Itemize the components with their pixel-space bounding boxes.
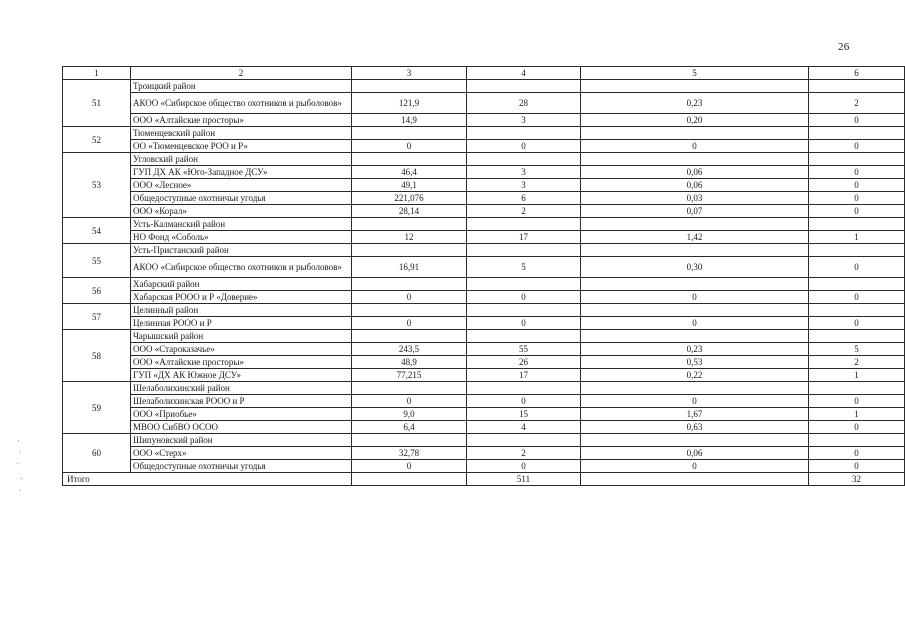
value-c6: 0 — [809, 166, 905, 179]
value-c5 — [581, 127, 809, 140]
column-number: 1 — [63, 67, 131, 80]
value-c5: 0 — [581, 460, 809, 473]
district-row — [63, 218, 905, 231]
value-c5: 0,06 — [581, 447, 809, 460]
value-c6 — [809, 218, 905, 231]
value-c6: 0 — [809, 192, 905, 205]
value-c6: 0 — [809, 395, 905, 408]
value-c6 — [809, 382, 905, 395]
organization-name: ООО «Алтайские просторы» — [131, 114, 352, 127]
district-row — [63, 278, 905, 291]
organization-name: ООО «Корал» — [131, 205, 352, 218]
value-c3 — [352, 278, 467, 291]
value-c3 — [352, 127, 467, 140]
district-number: 58 — [63, 330, 131, 382]
value-c5 — [581, 218, 809, 231]
value-c4: 17 — [467, 369, 581, 382]
organization-name: ООО «Лесное» — [131, 179, 352, 192]
organization-row — [63, 447, 905, 460]
district-number: 57 — [63, 304, 131, 330]
value-c4: 3 — [467, 166, 581, 179]
value-c4: 2 — [467, 205, 581, 218]
value-c3: 49,1 — [352, 179, 467, 192]
value-c3: 121,9 — [352, 93, 467, 114]
organization-row — [63, 356, 905, 369]
value-c4: 2 — [467, 447, 581, 460]
organization-name: АКОО «Сибирское общество охотников и рыболовов» — [131, 257, 352, 278]
value-c6: 0 — [809, 460, 905, 473]
value-c3 — [352, 304, 467, 317]
value-c4: 0 — [467, 291, 581, 304]
district-row — [63, 153, 905, 166]
value-c5: 0 — [581, 317, 809, 330]
value-c3 — [352, 434, 467, 447]
organization-row — [63, 179, 905, 192]
value-c3: 0 — [352, 395, 467, 408]
district-number: 59 — [63, 382, 131, 434]
organization-name: Хабарская РООО и Р «Доверие» — [131, 291, 352, 304]
organization-name: ООО «Алтайские просторы» — [131, 356, 352, 369]
value-c4: 0 — [467, 140, 581, 153]
value-c6 — [809, 80, 905, 93]
value-c3: 32,78 — [352, 447, 467, 460]
value-c5 — [581, 80, 809, 93]
value-c3: 0 — [352, 460, 467, 473]
organization-row — [63, 421, 905, 434]
district-number: 60 — [63, 434, 131, 473]
value-c4 — [467, 278, 581, 291]
column-number: 5 — [581, 67, 809, 80]
value-c6 — [809, 330, 905, 343]
value-c4 — [467, 218, 581, 231]
total-c3 — [352, 473, 467, 486]
district-row — [63, 80, 905, 93]
district-row — [63, 127, 905, 140]
column-number: 2 — [131, 67, 352, 80]
value-c3: 9,0 — [352, 408, 467, 421]
value-c5: 0 — [581, 140, 809, 153]
value-c6: 0 — [809, 140, 905, 153]
value-c5 — [581, 304, 809, 317]
total-c6: 32 — [809, 473, 905, 486]
district-name: Усть-Пристанский район — [131, 244, 352, 257]
district-number: 53 — [63, 153, 131, 218]
value-c4: 0 — [467, 460, 581, 473]
organization-row — [63, 408, 905, 421]
value-c6: 0 — [809, 205, 905, 218]
value-c5: 0 — [581, 291, 809, 304]
district-name: Шипуновский район — [131, 434, 352, 447]
value-c4: 5 — [467, 257, 581, 278]
value-c5: 1,67 — [581, 408, 809, 421]
value-c3: 48,9 — [352, 356, 467, 369]
value-c3: 0 — [352, 317, 467, 330]
value-c4 — [467, 244, 581, 257]
district-number: 56 — [63, 278, 131, 304]
district-number: 54 — [63, 218, 131, 244]
organization-row — [63, 395, 905, 408]
value-c3: 0 — [352, 140, 467, 153]
organization-name: НО Фонд «Соболь» — [131, 231, 352, 244]
value-c6: 5 — [809, 343, 905, 356]
scan-speck — [19, 490, 20, 491]
total-c5 — [581, 473, 809, 486]
value-c6: 0 — [809, 179, 905, 192]
organization-row — [63, 205, 905, 218]
organization-row — [63, 231, 905, 244]
district-name: Усть-Калманский район — [131, 218, 352, 231]
value-c4: 17 — [467, 231, 581, 244]
value-c6 — [809, 434, 905, 447]
district-row — [63, 382, 905, 395]
value-c4 — [467, 330, 581, 343]
value-c3: 28,14 — [352, 205, 467, 218]
value-c3: 243,5 — [352, 343, 467, 356]
organization-row — [63, 114, 905, 127]
value-c5: 0,06 — [581, 166, 809, 179]
value-c4: 0 — [467, 317, 581, 330]
value-c5 — [581, 278, 809, 291]
value-c6: 0 — [809, 257, 905, 278]
organization-name: ООО «Староказачье» — [131, 343, 352, 356]
district-number: 55 — [63, 244, 131, 278]
value-c5: 0,53 — [581, 356, 809, 369]
column-number: 6 — [809, 67, 905, 80]
value-c4 — [467, 127, 581, 140]
value-c3 — [352, 153, 467, 166]
organization-name: Общедоступные охотничьи угодья — [131, 460, 352, 473]
organization-name: Шелаболихинская РООО и Р — [131, 395, 352, 408]
value-c4: 3 — [467, 114, 581, 127]
value-c3: 14,9 — [352, 114, 467, 127]
page-number: 26 — [838, 41, 850, 53]
organization-name: ООО «Приобье» — [131, 408, 352, 421]
value-c3: 46,4 — [352, 166, 467, 179]
value-c5: 0,07 — [581, 205, 809, 218]
value-c4: 0 — [467, 395, 581, 408]
organization-row — [63, 192, 905, 205]
value-c4: 26 — [467, 356, 581, 369]
district-row — [63, 244, 905, 257]
value-c6 — [809, 244, 905, 257]
value-c5: 0,23 — [581, 93, 809, 114]
value-c5 — [581, 330, 809, 343]
value-c6 — [809, 278, 905, 291]
value-c6 — [809, 153, 905, 166]
value-c6: 2 — [809, 356, 905, 369]
scan-speck — [21, 478, 22, 479]
total-c4: 511 — [467, 473, 581, 486]
district-number: 51 — [63, 80, 131, 127]
organization-row — [63, 460, 905, 473]
column-number-row — [63, 67, 905, 80]
value-c6: 1 — [809, 369, 905, 382]
value-c5 — [581, 153, 809, 166]
organization-row — [63, 291, 905, 304]
value-c3: 16,91 — [352, 257, 467, 278]
value-c4: 6 — [467, 192, 581, 205]
value-c5: 0 — [581, 395, 809, 408]
district-name: Хабарский район — [131, 278, 352, 291]
value-c6: 0 — [809, 291, 905, 304]
organization-row — [63, 369, 905, 382]
value-c5 — [581, 382, 809, 395]
value-c3: 12 — [352, 231, 467, 244]
district-name: Целинный район — [131, 304, 352, 317]
organization-row — [63, 343, 905, 356]
district-number: 52 — [63, 127, 131, 153]
column-number: 4 — [467, 67, 581, 80]
value-c6 — [809, 304, 905, 317]
organization-name: ОО «Тюменцевское РОО и Р» — [131, 140, 352, 153]
organization-name: Целинная РООО и Р — [131, 317, 352, 330]
value-c5: 0,06 — [581, 179, 809, 192]
district-name: Тюменцевский район — [131, 127, 352, 140]
value-c3: 0 — [352, 291, 467, 304]
value-c4: 55 — [467, 343, 581, 356]
organization-row — [63, 257, 905, 278]
organization-name: ГУП «ДХ АК Южное ДСУ» — [131, 369, 352, 382]
organization-row — [63, 93, 905, 114]
district-row — [63, 330, 905, 343]
value-c5: 0,20 — [581, 114, 809, 127]
value-c3 — [352, 382, 467, 395]
organization-name: Общедоступные охотничьи угодья — [131, 192, 352, 205]
district-name: Шелаболихинский район — [131, 382, 352, 395]
value-c3 — [352, 218, 467, 231]
value-c3 — [352, 244, 467, 257]
district-name: Троицкий район — [131, 80, 352, 93]
district-name: Угловский район — [131, 153, 352, 166]
district-row — [63, 304, 905, 317]
organization-row — [63, 166, 905, 179]
value-c3: 221,076 — [352, 192, 467, 205]
hunting-grounds-table — [62, 66, 905, 486]
column-number: 3 — [352, 67, 467, 80]
value-c4: 4 — [467, 421, 581, 434]
organization-name: ООО «Стерх» — [131, 447, 352, 460]
organization-name: МВОО СибВО ОСОО — [131, 421, 352, 434]
value-c5: 0,63 — [581, 421, 809, 434]
value-c4 — [467, 382, 581, 395]
organization-name: ГУП ДХ АК «Юго-Западное ДСУ» — [131, 166, 352, 179]
value-c5: 1,42 — [581, 231, 809, 244]
total-row — [63, 473, 905, 486]
value-c3 — [352, 330, 467, 343]
value-c4: 28 — [467, 93, 581, 114]
value-c6: 2 — [809, 93, 905, 114]
organization-name: АКОО «Сибирское общество охотников и рыболовов» — [131, 93, 352, 114]
value-c4 — [467, 434, 581, 447]
value-c4 — [467, 153, 581, 166]
scan-speck — [17, 463, 18, 464]
value-c6: 1 — [809, 231, 905, 244]
value-c3 — [352, 80, 467, 93]
total-label: Итого — [63, 473, 352, 486]
district-name: Чарышский район — [131, 330, 352, 343]
value-c5 — [581, 244, 809, 257]
value-c5: 0,03 — [581, 192, 809, 205]
organization-row — [63, 140, 905, 153]
organization-row — [63, 317, 905, 330]
value-c6: 0 — [809, 421, 905, 434]
value-c4 — [467, 304, 581, 317]
value-c6: 0 — [809, 114, 905, 127]
value-c3: 77,215 — [352, 369, 467, 382]
value-c6: 0 — [809, 447, 905, 460]
value-c5: 0,23 — [581, 343, 809, 356]
value-c5: 0,22 — [581, 369, 809, 382]
scan-speck — [20, 452, 21, 453]
value-c4: 3 — [467, 179, 581, 192]
scan-speck — [18, 440, 19, 441]
value-c6 — [809, 127, 905, 140]
value-c6: 1 — [809, 408, 905, 421]
value-c5: 0,30 — [581, 257, 809, 278]
value-c4 — [467, 80, 581, 93]
value-c5 — [581, 434, 809, 447]
value-c4: 15 — [467, 408, 581, 421]
value-c3: 6,4 — [352, 421, 467, 434]
district-row — [63, 434, 905, 447]
value-c6: 0 — [809, 317, 905, 330]
